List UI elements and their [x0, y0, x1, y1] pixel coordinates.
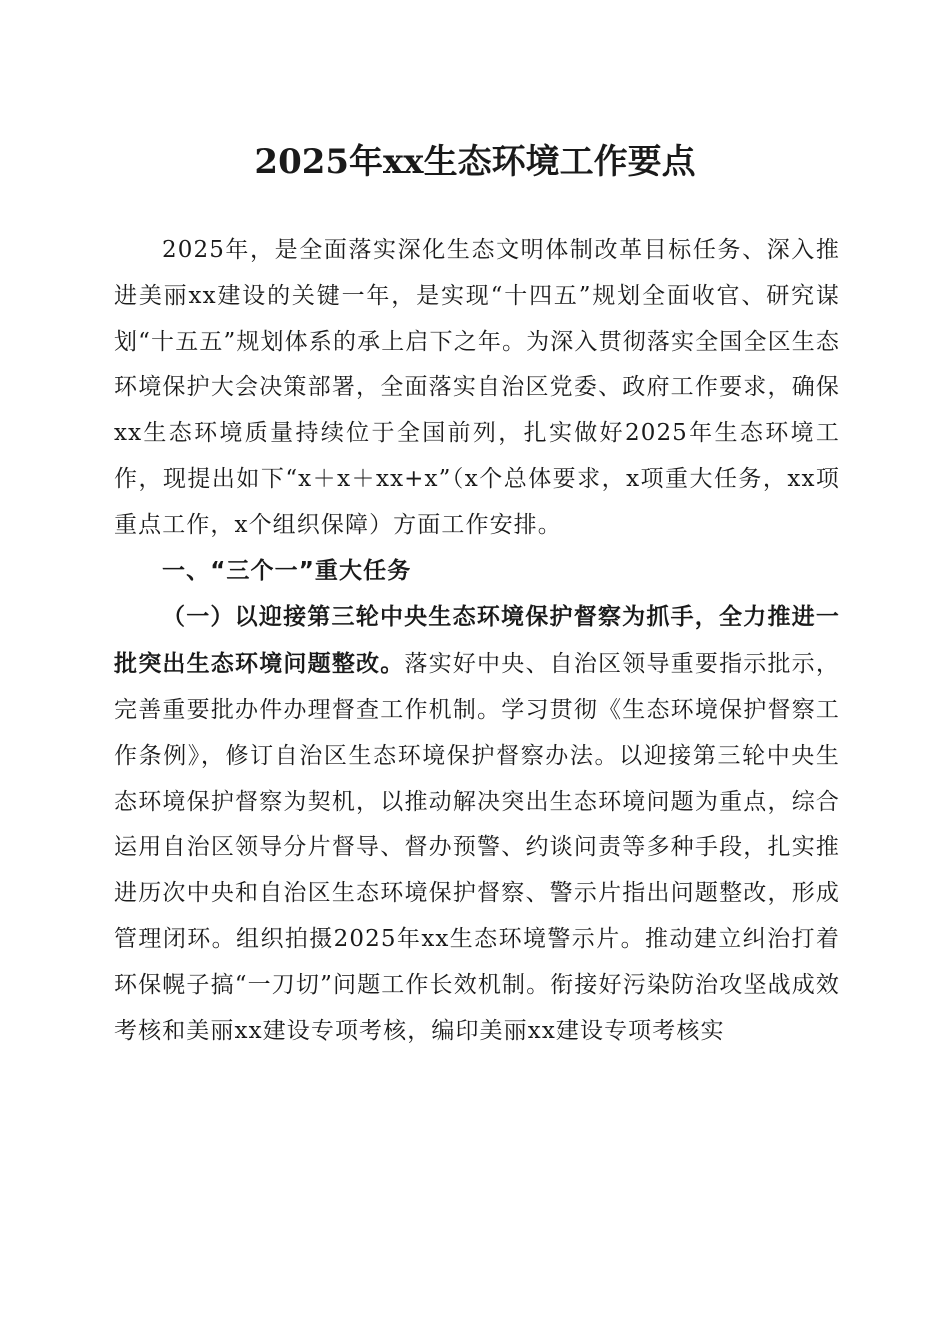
item-lead-sentence: （一）以迎接第三轮中央生态环境保护督察为抓手，全力推进一批突出生态环境问题整改。: [114, 603, 840, 678]
document-title: 2025年xx生态环境工作要点: [254, 142, 696, 182]
document-body: [114, 228, 840, 1054]
intro-paragraph: 2025年，是全面落实深化生态文明体制改革目标任务、深入推进美丽xx建设的关键一年，是实现“十四五”规划全面收官、研究谋划“十五五”规划体系的承上启下之年。为深入贯彻落实全国全区生态环境保护大会决策部署，全面落实自治区党委、政府工作要求，确保xx生态环境质量持续位于全国前列，扎实做好2025年生态环境工作，现提出如下“x＋x＋xx+x”（x个总体要求，x项重大任务，xx项重点工作，x个组织保障）方面工作安排。: [114, 237, 840, 538]
section-item-paragraph: [114, 594, 840, 1054]
item-body-text: 落实好中央、自治区领导重要指示批示，完善重要批办件办理督查工作机制。学习贯彻《生态环境保护督察工作条例》，修订自治区生态环境保护督察办法。以迎接第三轮中央生态环境保护督察为契机，以推动解决突出生态环境问题为重点，综合运用自治区领导分片督导、督办预警、约谈问责等多种手段，扎实推进历次中央和自治区生态环境保护督察、警示片指出问题整改，形成管理闭环。组织拍摄2025年xx生态环境警示片。推动建立纠治打着环保幌子搞“一刀切”问题工作长效机制。衔接好污染防治攻坚战成效考核和美丽xx建设专项考核，编印美丽xx建设专项考核实: [114, 651, 840, 1044]
section-heading: 一、“三个一”重大任务: [162, 557, 412, 584]
